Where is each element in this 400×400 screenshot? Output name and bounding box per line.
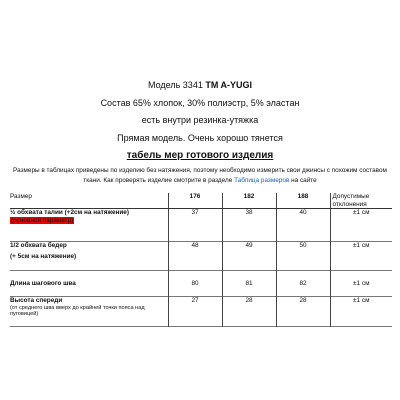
waist-label <box>10 209 168 242</box>
front-rise-description: (от среднего шва вверх до крайней точки пояса над пуговицей) <box>10 304 145 317</box>
size-column-header: Размер <box>10 193 168 209</box>
hips-188: 50 <box>276 242 330 271</box>
waist-188: 40 <box>276 209 330 242</box>
inseam-188: 82 <box>276 271 330 297</box>
waist-176: 37 <box>168 209 222 242</box>
size-table <box>10 193 392 327</box>
size-188-header: 188 <box>276 193 330 209</box>
size-note <box>4 166 396 186</box>
size-table-link[interactable]: Таблица размеров <box>234 177 290 184</box>
table-title: табель мер готового изделия <box>126 150 274 161</box>
front-rise-label <box>10 297 168 327</box>
model-line <box>0 79 400 97</box>
table-row <box>10 209 392 242</box>
size-182-header: 182 <box>222 193 276 209</box>
inseam-measure-label: Длина шагового шва <box>10 279 76 287</box>
model-number: Модель 3341 <box>148 80 206 90</box>
tolerance-column-header: Допустимые отклонения <box>330 193 392 209</box>
inseam-176: 80 <box>168 271 222 297</box>
inseam-tolerance: ±1 см <box>330 271 392 297</box>
note-text: Размеры в таблицах приведены по изделию без натяжения, поэтому необходимо измерить свои джинсы с похожим составом ткани. Как проверять изделие смотрите в разделе <box>13 167 387 184</box>
waist-measure-label: ½ обхвата талии (+2см на натяжение) <box>10 209 129 216</box>
main-parameter-label: (основной параметр) <box>11 216 74 224</box>
product-header <box>0 79 400 167</box>
inseam-182: 81 <box>222 271 276 297</box>
hips-tolerance: ±1 см <box>330 242 392 271</box>
waist-182: 38 <box>222 209 276 242</box>
fit-line: Прямая модель. Очень хорошо тянется <box>117 132 283 143</box>
front-rise-tolerance: ±1 см <box>330 297 392 327</box>
size-176-header: 176 <box>168 193 222 209</box>
waist-tolerance: ±1 см <box>330 209 392 242</box>
size-table-header-row <box>10 193 392 209</box>
composition-line: Состав 65% хлопок, 30% полиэстр, 5% эластан <box>100 97 300 108</box>
front-rise-188: 28 <box>276 297 330 327</box>
hips-182: 49 <box>222 242 276 271</box>
note-suffix: на сайте <box>289 177 317 184</box>
front-rise-182: 28 <box>222 297 276 327</box>
hips-measure-label: 1/2 обхвата бедер <box>10 242 67 249</box>
hips-176: 48 <box>168 242 222 271</box>
inseam-label <box>10 271 168 297</box>
table-row <box>10 242 392 271</box>
elastic-line: есть внутри резинка-утяжка <box>141 115 259 125</box>
table-row <box>10 297 392 327</box>
front-rise-176: 27 <box>168 297 222 327</box>
hips-stretch-label: (+ 5см на натяжение) <box>10 252 77 260</box>
front-rise-measure-label: Высота спереди <box>10 297 63 304</box>
table-row <box>10 271 392 297</box>
hips-label <box>10 242 168 271</box>
brand-name: TM A-YUGI <box>205 80 252 90</box>
